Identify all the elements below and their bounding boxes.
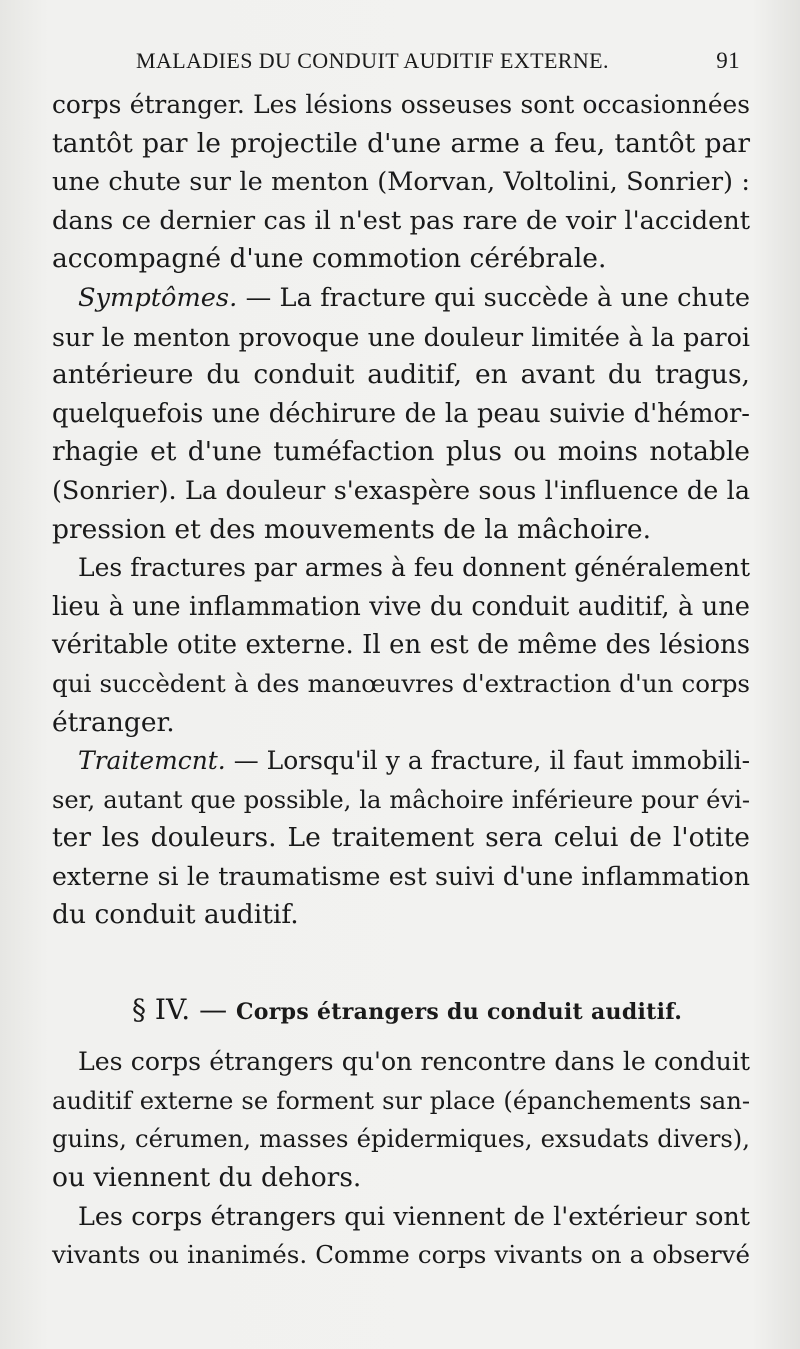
text-line: antérieure du conduit auditif, en avant du tragus, <box>52 359 750 391</box>
text-span: — Lorsqu'il y a fracture, il faut immobili- <box>225 746 750 776</box>
paragraph-3 <box>52 549 750 742</box>
text-line <box>52 279 750 318</box>
body-text <box>52 86 750 1275</box>
paragraph-heading-traitement: Traitemcnt. <box>78 746 226 776</box>
paragraph-5 <box>52 1043 750 1197</box>
text-line: dans ce dernier cas il n'est pas rare de voir l'accident <box>52 205 750 236</box>
text-line: guins, cérumen, masses épidermiques, exsudats divers), <box>52 1124 750 1154</box>
text-line: quelquefois une déchirure de la peau suivie d'hémor- <box>52 398 750 429</box>
text-line: tantôt par le projectile d'une arme a feu, tantôt par <box>52 127 750 159</box>
paragraph-heading-symptomes: Symptômes. <box>78 282 238 313</box>
text-line: lieu à une inflammation vive du conduit auditif, à une <box>52 591 750 622</box>
page-number: 91 <box>716 48 740 73</box>
text-line: externe si le traumatisme est suivi d'une inflammation <box>52 861 750 891</box>
text-line: vivants ou inanimés. Comme corps vivants on a observé <box>52 1240 750 1270</box>
text-line: accompagné d'une commotion cérébrale. <box>52 243 607 275</box>
text-span: — La fracture qui succède à une chute <box>237 282 750 313</box>
text-line: ser, autant que possible, la mâchoire inférieure pour évi- <box>52 785 750 814</box>
text-line <box>52 742 750 781</box>
paragraph-6 <box>52 1197 750 1274</box>
text-line: rhagie et d'une tuméfaction plus ou moins notable <box>52 436 750 468</box>
text-line: du conduit auditif. <box>52 899 299 931</box>
text-line: étranger. <box>52 706 175 738</box>
text-line: Les corps étrangers qui viennent de l'extérieur sont <box>78 1201 750 1232</box>
page-header <box>136 48 740 82</box>
text-line: ter les douleurs. Le traitement sera celui de l'otite <box>52 822 750 854</box>
running-title: MALADIES DU CONDUIT AUDITIF EXTERNE. <box>136 48 609 73</box>
text-line: une chute sur le menton (Morvan, Voltolini, Sonrier) : <box>52 167 750 198</box>
section-heading <box>52 987 750 1033</box>
section-title: Corps étrangers du conduit auditif. <box>236 999 683 1026</box>
section-number: § IV. — <box>132 993 236 1027</box>
paragraph-2 <box>52 279 750 549</box>
text-line: ou viennent du dehors. <box>52 1161 362 1193</box>
text-line: (Sonrier). La douleur s'exaspère sous l'influence de la <box>52 475 750 506</box>
text-line: Les corps étrangers qu'on rencontre dans le conduit <box>78 1047 750 1077</box>
paragraph-1 <box>52 86 750 279</box>
text-line: qui succèdent à des manœuvres d'extraction d'un corps <box>52 668 750 698</box>
section-spacer <box>52 935 750 987</box>
text-line: sur le menton provoque une douleur limitée à la paroi <box>52 321 750 352</box>
section-spacer <box>52 1033 750 1043</box>
text-line: auditif externe se forment sur place (épanchements san- <box>52 1086 750 1115</box>
text-line: pression et des mouvements de la mâchoire. <box>52 513 652 545</box>
text-line: corps étranger. Les lésions osseuses sont occasionnées <box>52 90 750 119</box>
paragraph-4 <box>52 742 750 935</box>
text-line: Les fractures par armes à feu donnent généralement <box>78 553 750 583</box>
text-line: véritable otite externe. Il en est de même des lésions <box>52 630 750 661</box>
